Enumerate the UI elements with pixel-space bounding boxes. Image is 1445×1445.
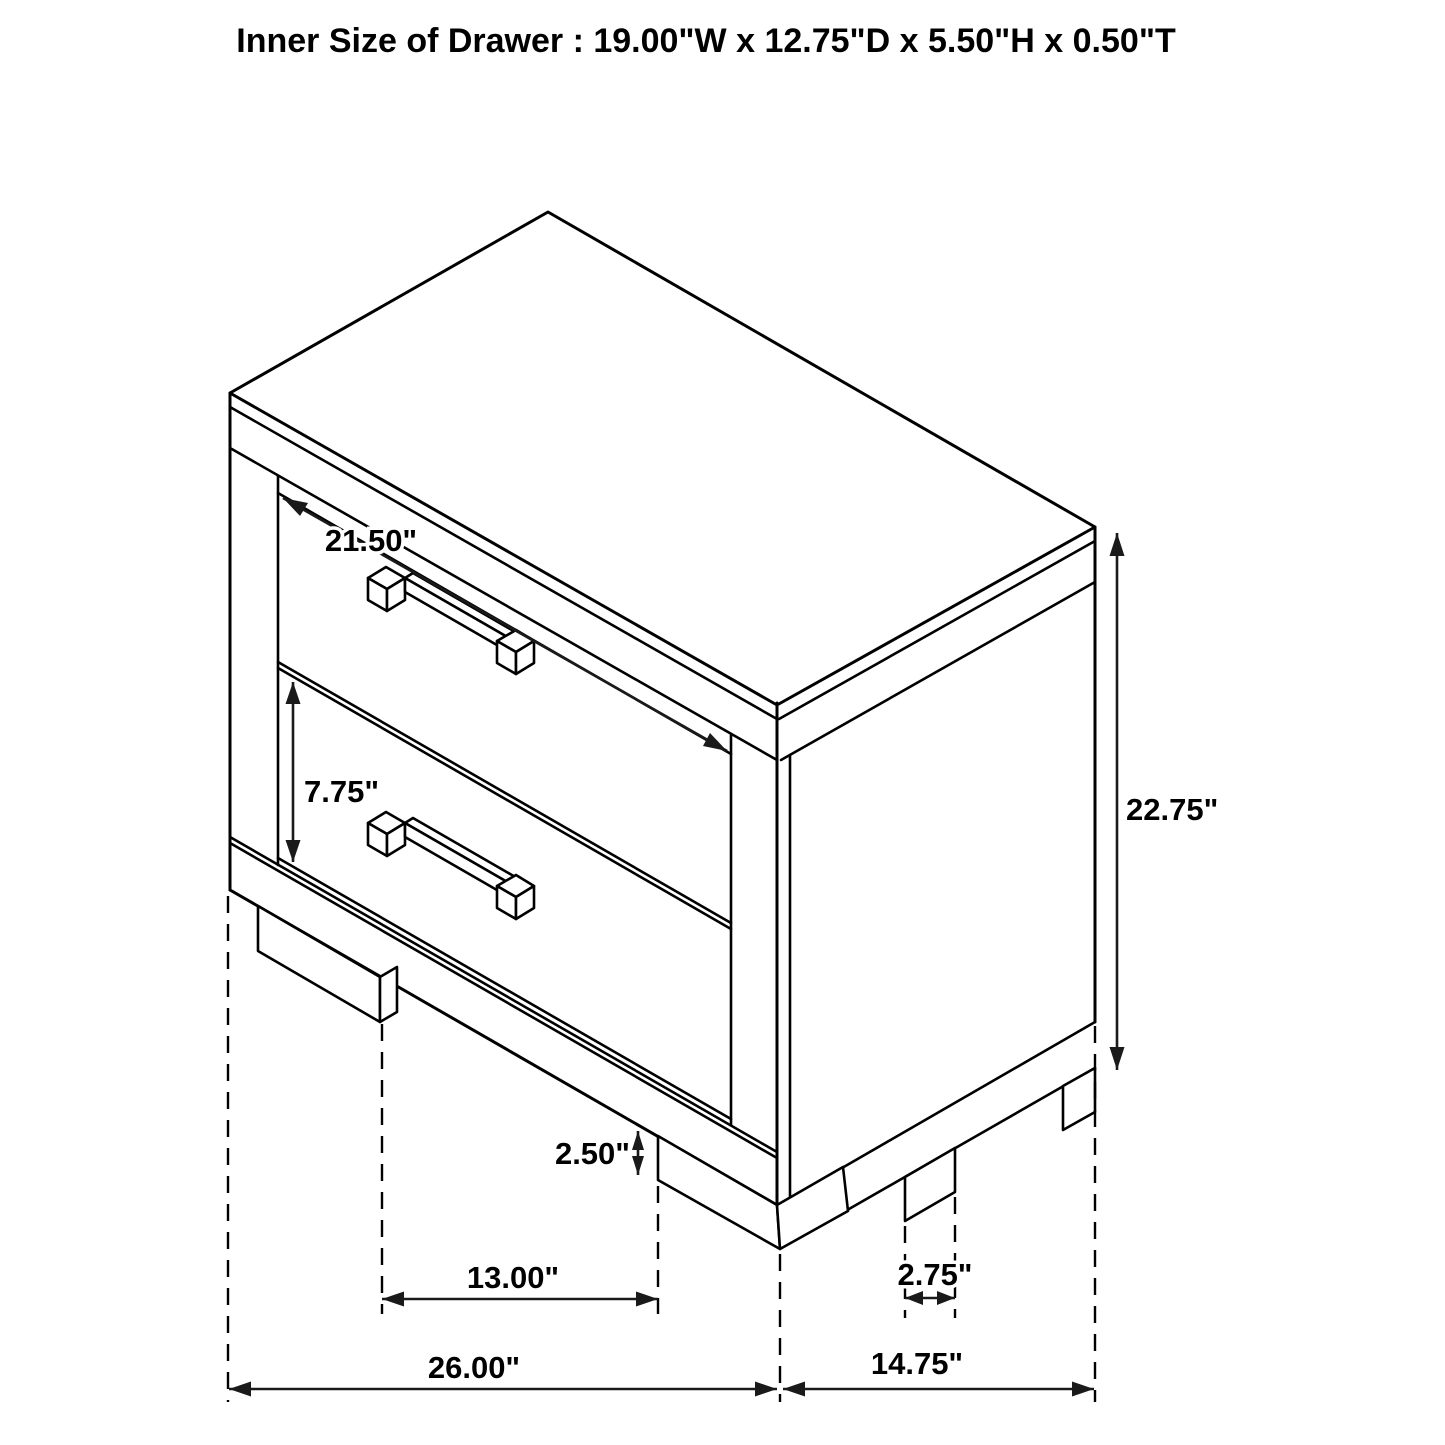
label-foot-height: 2.50" <box>554 1136 630 1171</box>
dim-overall-depth-arrow-right <box>1072 1382 1094 1397</box>
top-rail-bottom-front <box>230 448 777 760</box>
label-drawer-front-height: 7.75" <box>304 774 380 809</box>
dim-drawer-height-arrow-bottom <box>286 840 301 862</box>
nightstand-line-art <box>230 212 1095 1249</box>
dim-foot-height-arrow-top <box>632 1131 644 1150</box>
dim-side-foot-arrow-left <box>905 1291 923 1305</box>
feet <box>258 906 1095 1249</box>
drawing-title: Inner Size of Drawer : 19.00"W x 12.75"D x 5.50"H x 0.50"T <box>236 22 1176 60</box>
dim-side-foot-arrow-right <box>937 1291 955 1305</box>
top-rail-bottom-side <box>781 582 1095 760</box>
dim-foot-spacing-arrow-left <box>382 1292 404 1307</box>
dim-overall-height-arrow-top <box>1110 533 1125 556</box>
front-right-foot-side <box>777 1167 848 1249</box>
dim-drawer-height-arrow-top <box>286 682 301 704</box>
dim-drawer-width-arrow-end <box>703 733 727 751</box>
front-left-foot-side <box>380 967 397 1022</box>
top-slab-edge-front <box>230 407 777 719</box>
handle1-bar-top <box>405 573 524 642</box>
drawer2-handle <box>368 812 534 919</box>
dim-overall-width-arrow-left <box>229 1382 251 1397</box>
front-left-foot <box>258 906 380 1022</box>
label-overall-depth: 14.75" <box>870 1346 964 1381</box>
top-slab-edge-side <box>779 541 1095 719</box>
dim-overall-depth-arrow-left <box>783 1382 805 1397</box>
dim-foot-spacing-arrow-right <box>636 1292 658 1307</box>
label-front-foot-spacing: 13.00" <box>466 1260 560 1295</box>
dim-overall-width-arrow-right <box>755 1382 777 1397</box>
side-mid-foot <box>905 1148 955 1221</box>
label-drawer-front-width: 21.50" <box>324 523 418 558</box>
dim-foot-height-arrow-bottom <box>632 1156 644 1175</box>
label-overall-height: 22.75" <box>1126 792 1219 827</box>
label-side-foot-width: 2.75" <box>897 1257 973 1292</box>
drawer1-handle <box>368 567 534 674</box>
dimension-arrows <box>229 498 1125 1397</box>
handle2-bar-top <box>405 818 524 887</box>
front-right-foot <box>658 1136 780 1249</box>
label-overall-width: 26.00" <box>427 1350 521 1385</box>
dimension-labels <box>304 523 1218 1385</box>
side-back-foot <box>1063 1068 1095 1130</box>
dim-drawer-width-arrow-start <box>283 498 308 516</box>
top-face <box>230 212 1095 705</box>
dim-overall-height-arrow-bottom <box>1110 1047 1125 1070</box>
